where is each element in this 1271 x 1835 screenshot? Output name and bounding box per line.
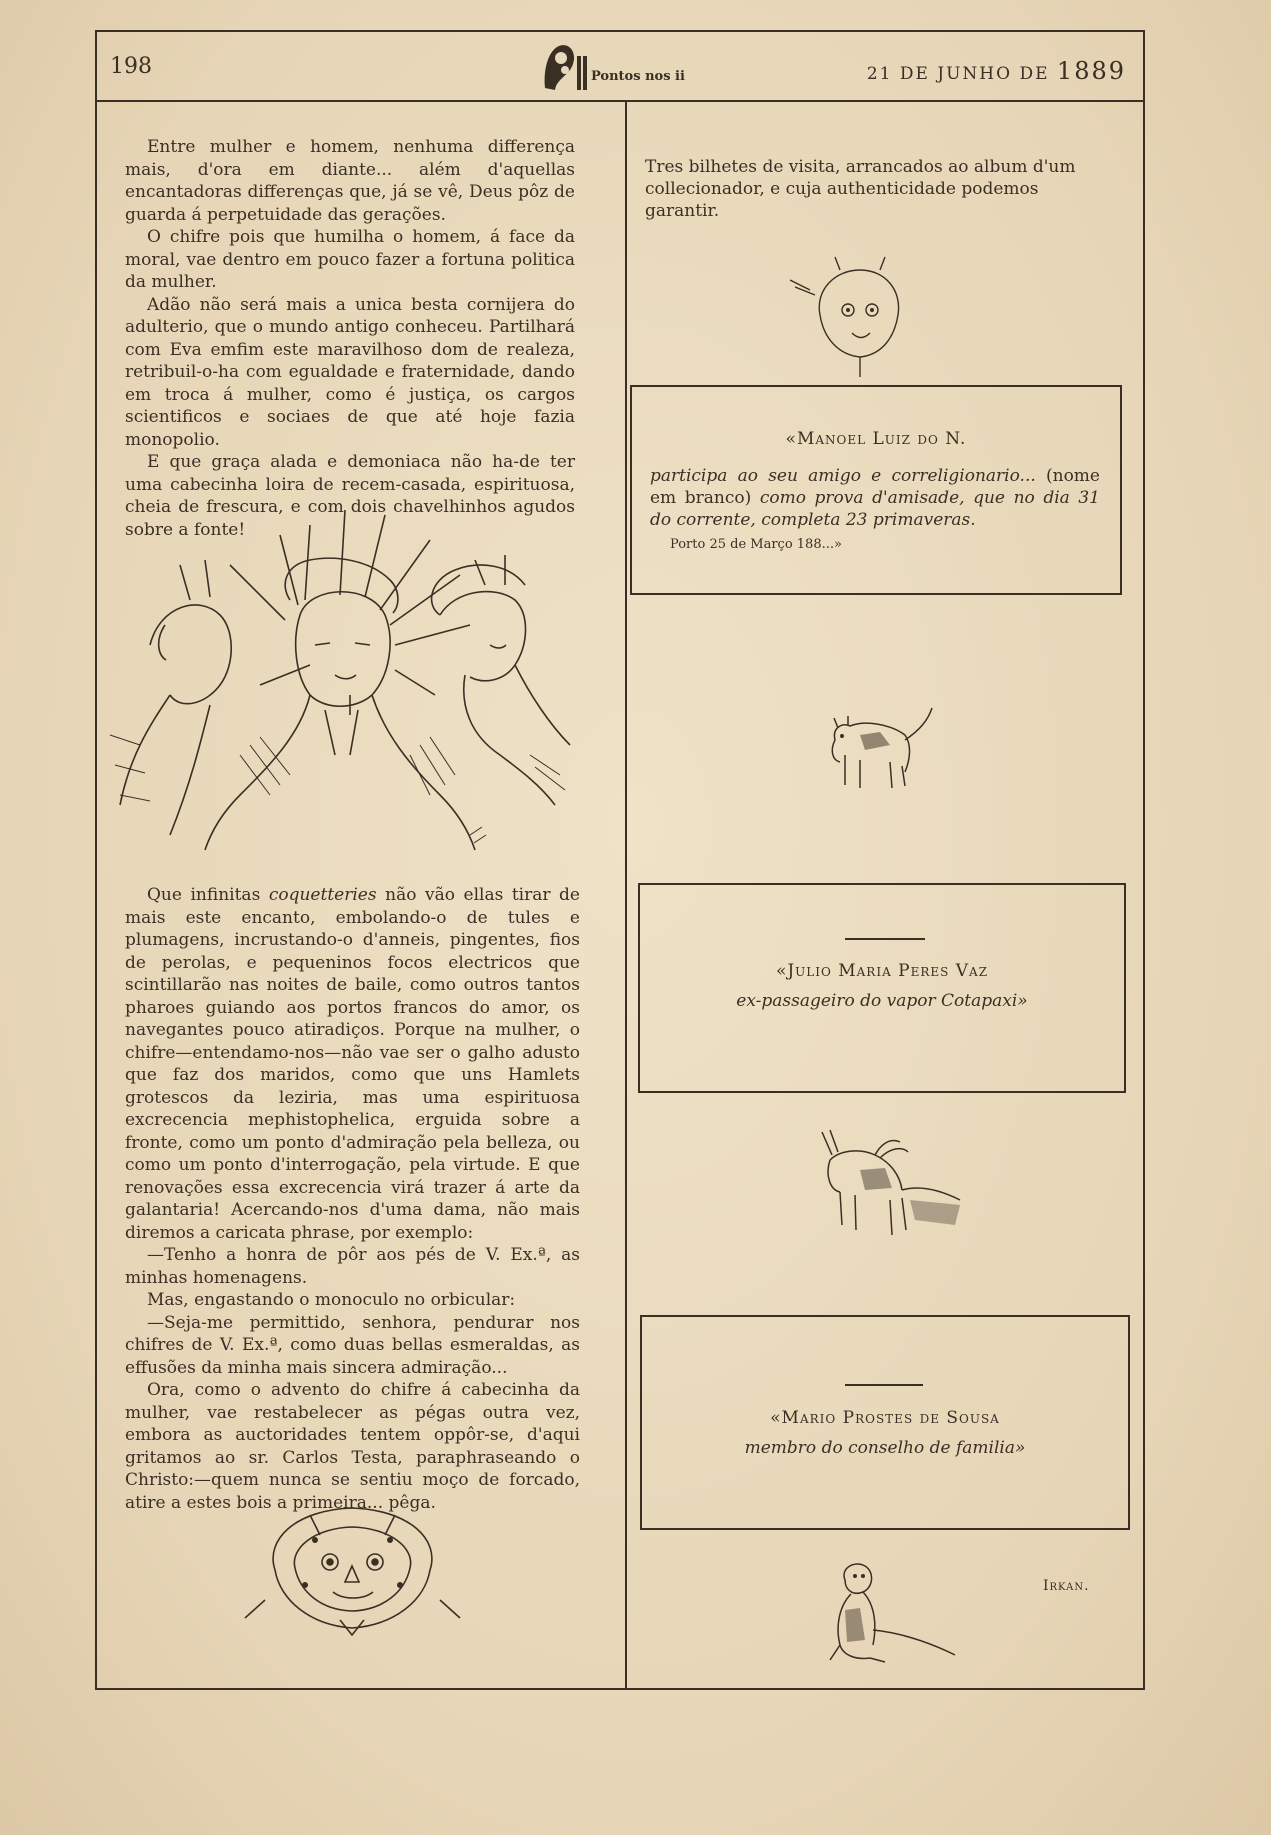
card-2-line2: ex-passageiro do vapor Cotapaxi» — [736, 991, 1028, 1011]
visiting-card-3 — [640, 1315, 1130, 1530]
card-3-rule — [845, 1384, 923, 1386]
paragraph: —Tenho a honra de pôr aos pés de V. Ex.ª, as minhas homenagens. — [125, 1245, 580, 1288]
paragraph: Ora, como o advento do chifre á cabecinha da mulher, vae restabelecer as pégas outra vez, embora as auctoridades tentem oppôr-se, d'aqui gritamos ao sr. Carlos Testa, paraphraseando o Christo:—quem nunca se sentiu moço de forcado, atire a estes bois a primeira... pêga. — [125, 1380, 580, 1513]
paragraph: Que infinitas coquetteries não vão ellas tirar de mais este encanto, embolando-o de tules e plumagens, incrustando-o d'anneis, pingentes, fios de perolas, e pequeninos focos electricos que scintillarão nas noites de baile, como outros tantos pharoes guiando aos portos francos do amor, os navegantes pouco atiradiços. Porque na mulher, o chifre—entendamo-nos—não vae ser o galho adusto que faz dos maridos, como que uns Hamlets grotescos da leziria, mas uma espirituosa excrecencia mephistophelica, erguida sobre a fronte, como um ponto d'admiração pela belleza, ou como um ponto d'interrogação, pela virtude. E que renovações essa excrecencia virá trazer á arte da galantaria! Acercando-nos d'uma dama, não mais diremos a caricata phrase, por exemplo: — [125, 885, 580, 1243]
column-divider — [625, 100, 627, 1690]
paragraph: Adão não será mais a unica besta cornijera do adulterio, que o mundo antigo conheceu. Partilhará com Eva emfim este maravilhoso dom de realeza, retribuil-o-ha com egualdade e fraternidade, dando em troca á mulher, como é justiça, os cargos scientificos e sociaes de que até hoje fazia monopolio. — [125, 294, 575, 450]
author-signature: Irkan. — [1043, 1578, 1090, 1594]
article-text-top — [125, 136, 575, 541]
devil-mask-ornament-icon — [245, 1500, 460, 1635]
goat-sketch-icon — [820, 1130, 970, 1250]
masthead-text: Pontos nos ii — [591, 69, 685, 84]
cards-intro: Tres bilhetes de visita, arrancados ao album d'um collecionador, e cuja authenticidade podemos garantir. — [645, 157, 1076, 221]
paragraph: —Seja-me permittido, senhora, pendurar nos chifres de V. Ex.ª, como duas bellas esmeraldas, as effusões da minha mais sincera admiração... — [125, 1312, 580, 1378]
paragraph: O chifre pois que humilha o homem, á face da moral, vae dentro em pouco fazer a fortuna politica da mulher. — [125, 227, 575, 292]
card-2-name: «Julio Maria Peres Vaz — [775, 961, 989, 981]
monkey-sketch-icon — [815, 1560, 965, 1670]
card-1-footer: Porto 25 de Março 188...» — [670, 537, 842, 552]
card-2-rule — [845, 938, 925, 940]
card-1-body: participa ao seu amigo e correligionario... (nome em branco) como prova d'amisade, que no dia 31 do corrente, completa 23 primaveras. — [650, 466, 1100, 530]
card-3-name: «Mario Prostes de Sousa — [770, 1408, 1000, 1428]
page-number: 198 — [110, 54, 152, 79]
article-text-bottom — [125, 884, 580, 1514]
issue-date-text: 21 DE JUNHO DE — [866, 64, 1057, 84]
devil-mask-ornament-small-icon — [790, 255, 910, 380]
card-3-line2: membro do conselho de familia» — [744, 1438, 1026, 1458]
paragraph: Mas, engastando o monoculo no orbicular: — [147, 1290, 516, 1310]
three-horned-women-illustration-icon — [110, 505, 580, 850]
visiting-card-2 — [638, 883, 1126, 1093]
paragraph: Entre mulher e homem, nenhuma differença mais, d'ora em diante... além d'aquellas encantadoras differenças que, já se vê, Deus pôz de guarda á perpetuidade das gerações. — [125, 137, 575, 225]
card-1-name: «Manoel Luiz do N. — [785, 429, 967, 449]
paragraph: E que graça alada e demoniaca não ha-de ter uma cabecinha loira de recem-casada, espirituosa, cheia de frescura, e com dois chavelhinhos agudos sobre a fonte! — [125, 452, 575, 540]
issue-date-year: 1889 — [1056, 57, 1126, 85]
issue-date — [867, 57, 1126, 85]
cat-sketch-icon — [820, 700, 940, 795]
masthead-logo-icon — [535, 38, 685, 98]
visiting-card-1 — [630, 385, 1122, 595]
